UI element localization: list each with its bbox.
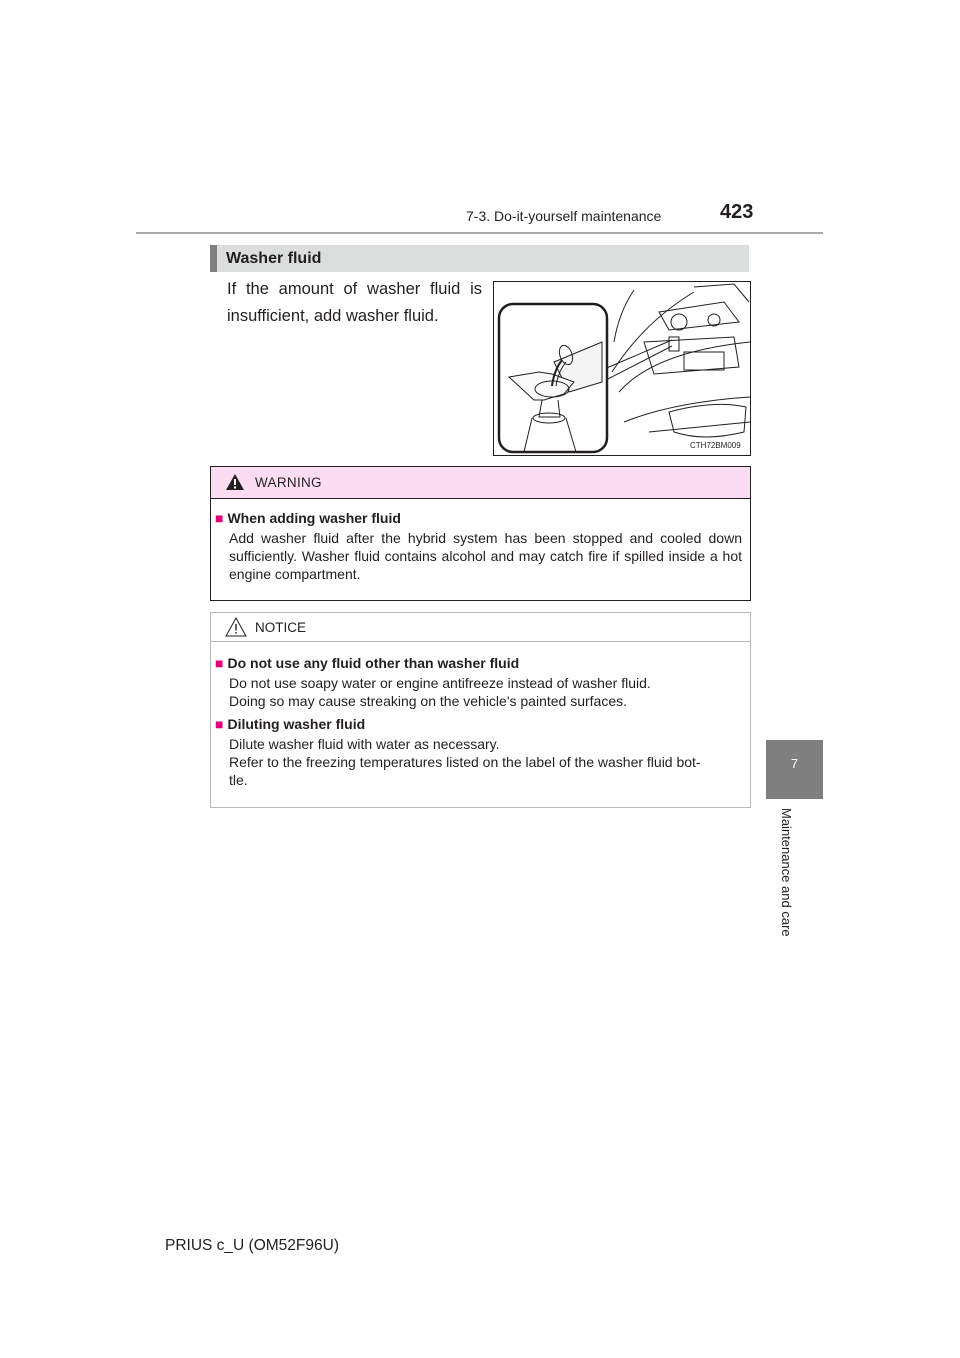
warning-item-text: Add washer fluid after the hybrid system has been stopped and cooled down sufficiently. Washer fluid contains alcohol and may catch fire if spilled inside a hot engine compartment. (229, 530, 742, 582)
warning-triangle-icon (225, 473, 245, 496)
notice-item-text (229, 674, 742, 710)
header-rule (136, 232, 823, 234)
footer-model: PRIUS c_U (OM52F96U) (165, 1237, 339, 1254)
section-title: Washer fluid (226, 250, 322, 267)
notice-item-title: Do not use any fluid other than washer fluid (227, 655, 520, 671)
notice-item (215, 655, 742, 710)
notice-item-line: Do not use soapy water or engine antifreeze instead of washer fluid. (229, 675, 651, 691)
notice-item-line: Doing so may cause streaking on the vehicle's painted surfaces. (229, 693, 628, 709)
notice-label: NOTICE (255, 620, 307, 635)
warning-item-title: When adding washer fluid (227, 510, 401, 526)
warning-item (215, 510, 742, 583)
chapter-tab-label: Maintenance and care (779, 808, 794, 937)
notice-item-line: Dilute washer fluid with water as necessary. (229, 736, 500, 752)
page-number: 423 (720, 201, 754, 223)
notice-item (215, 716, 742, 789)
notice-item-title-row (215, 716, 742, 732)
notice-header-rule (211, 641, 750, 642)
illustration-code: CTH72BM009 (690, 441, 741, 450)
notice-item-title-row (215, 655, 742, 671)
square-bullet-icon: ■ (215, 655, 224, 671)
washer-fluid-drawing (494, 282, 750, 455)
square-bullet-icon: ■ (215, 510, 224, 526)
notice-item-line: Refer to the freezing temperatures listed on the label of the washer fluid bot- (229, 754, 701, 770)
notice-item-line: tle. (229, 772, 248, 788)
chapter-tab-number: 7 (790, 756, 799, 771)
intro-paragraph: If the amount of washer fluid is insufficient, add washer fluid. (227, 280, 482, 325)
notice-item-text (229, 735, 742, 789)
square-bullet-icon: ■ (215, 716, 224, 732)
running-header-section: 7-3. Do-it-yourself maintenance (466, 208, 662, 224)
washer-fluid-illustration (493, 281, 751, 456)
notice-triangle-icon (225, 617, 247, 642)
section-heading-accent (210, 245, 217, 272)
warning-item-title-row (215, 510, 742, 526)
notice-item-title: Diluting washer fluid (227, 716, 366, 732)
warning-label: WARNING (255, 475, 322, 490)
